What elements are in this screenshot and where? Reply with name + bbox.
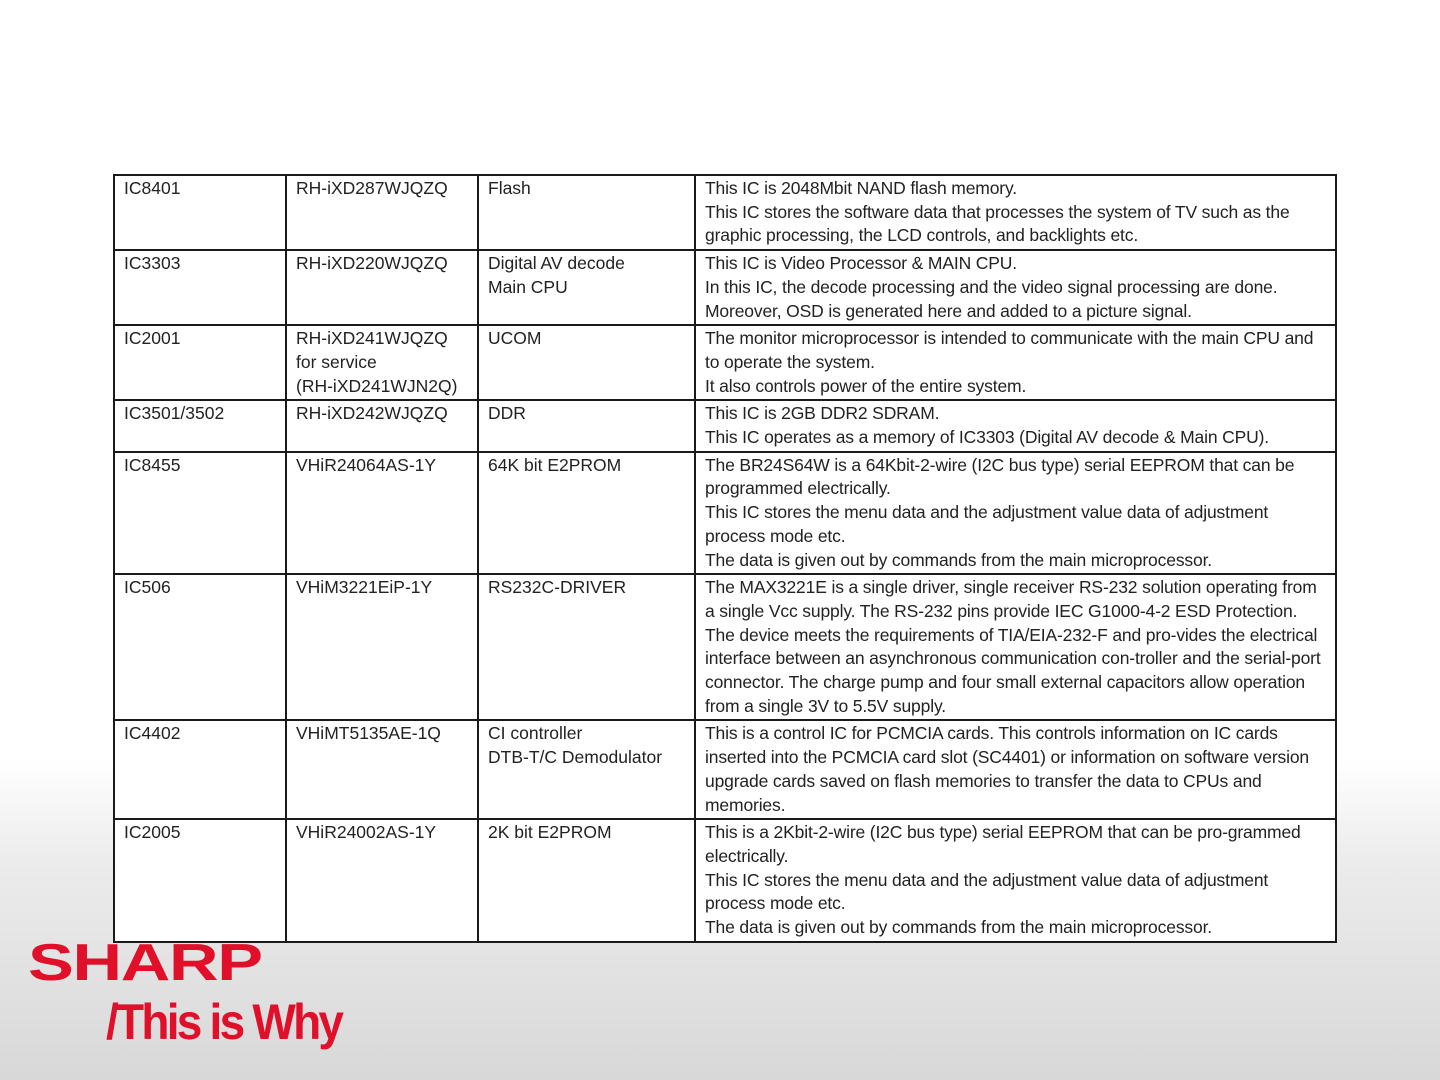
description-cell: This IC is 2048Mbit NAND flash memory. This IC stores the software data that processes the system of TV such as the graphic processing, the LCD controls, and backlights etc. — [695, 175, 1336, 250]
part-number-cell: VHiR24064AS-1Y — [286, 452, 478, 575]
description-cell: The MAX3221E is a single driver, single receiver RS-232 solution operating from a single Vcc supply. The RS-232 pins provide IEC G1000-4-2 ESD Protection. The device meets the requirements of TIA/EIA-232-F and pro-vides the electrical interface between an asynchronous communication con-troller and the serial-port connector. The charge pump and four small external capacitors allow operation from a single 3V to 5.5V supply. — [695, 574, 1336, 720]
function-cell: Flash — [478, 175, 695, 250]
function-cell: CI controller DTB-T/C Demodulator — [478, 720, 695, 819]
part-number-cell: VHiM3221EiP-1Y — [286, 574, 478, 720]
table-row — [114, 720, 1336, 819]
part-number-cell: VHiMT5135AE-1Q — [286, 720, 478, 819]
table-row — [114, 574, 1336, 720]
table-row — [114, 819, 1336, 942]
description-cell: This is a control IC for PCMCIA cards. This controls information on IC cards inserted into the PCMCIA card slot (SC4401) or information on software version upgrade cards saved on flash memories to transfer the data to CPUs and memories. — [695, 720, 1336, 819]
description-cell: The monitor microprocessor is intended to communicate with the main CPU and to operate the system. It also controls power of the entire system. — [695, 325, 1336, 400]
ic-ref-cell: IC3303 — [114, 250, 286, 325]
ic-table — [113, 174, 1337, 943]
function-cell: DDR — [478, 400, 695, 451]
ic-ref-cell: IC3501/3502 — [114, 400, 286, 451]
table-row — [114, 452, 1336, 575]
description-cell: This IC is 2GB DDR2 SDRAM. This IC operates as a memory of IC3303 (Digital AV decode & Main CPU). — [695, 400, 1336, 451]
ic-ref-cell: IC4402 — [114, 720, 286, 819]
description-cell: The BR24S64W is a 64Kbit-2-wire (I2C bus type) serial EEPROM that can be programmed electrically. This IC stores the menu data and the adjustment value data of adjustment process mode etc. The data is given out by commands from the main microprocessor. — [695, 452, 1336, 575]
part-number-cell: RH-iXD242WJQZQ — [286, 400, 478, 451]
function-cell: UCOM — [478, 325, 695, 400]
table-row — [114, 400, 1336, 451]
part-number-cell: RH-iXD287WJQZQ — [286, 175, 478, 250]
part-number-cell: RH-iXD241WJQZQ for service (RH-iXD241WJN2Q) — [286, 325, 478, 400]
sharp-logo: SHARP — [28, 934, 262, 992]
part-number-cell: RH-iXD220WJQZQ — [286, 250, 478, 325]
function-cell: 2K bit E2PROM — [478, 819, 695, 942]
ic-ref-cell: IC506 — [114, 574, 286, 720]
ic-ref-cell: IC2001 — [114, 325, 286, 400]
function-cell: RS232C-DRIVER — [478, 574, 695, 720]
ic-ref-cell: IC2005 — [114, 819, 286, 942]
part-number-cell: VHiR24002AS-1Y — [286, 819, 478, 942]
description-cell: This is a 2Kbit-2-wire (I2C bus type) serial EEPROM that can be pro-grammed electrically. This IC stores the menu data and the adjustment value data of adjustment process mode etc. The data is given out by commands from the main microprocessor. — [695, 819, 1336, 942]
function-cell: Digital AV decode Main CPU — [478, 250, 695, 325]
function-cell: 64K bit E2PROM — [478, 452, 695, 575]
table-row — [114, 175, 1336, 250]
ic-table-container — [113, 174, 1335, 943]
ic-ref-cell: IC8455 — [114, 452, 286, 575]
ic-ref-cell: IC8401 — [114, 175, 286, 250]
sharp-brand — [28, 935, 448, 1055]
table-row — [114, 325, 1336, 400]
description-cell: This IC is Video Processor & MAIN CPU. In this IC, the decode processing and the video signal processing are done. Moreover, OSD is generated here and added to a picture signal. — [695, 250, 1336, 325]
table-row — [114, 250, 1336, 325]
brand-tagline: /This is Why — [106, 994, 342, 1050]
